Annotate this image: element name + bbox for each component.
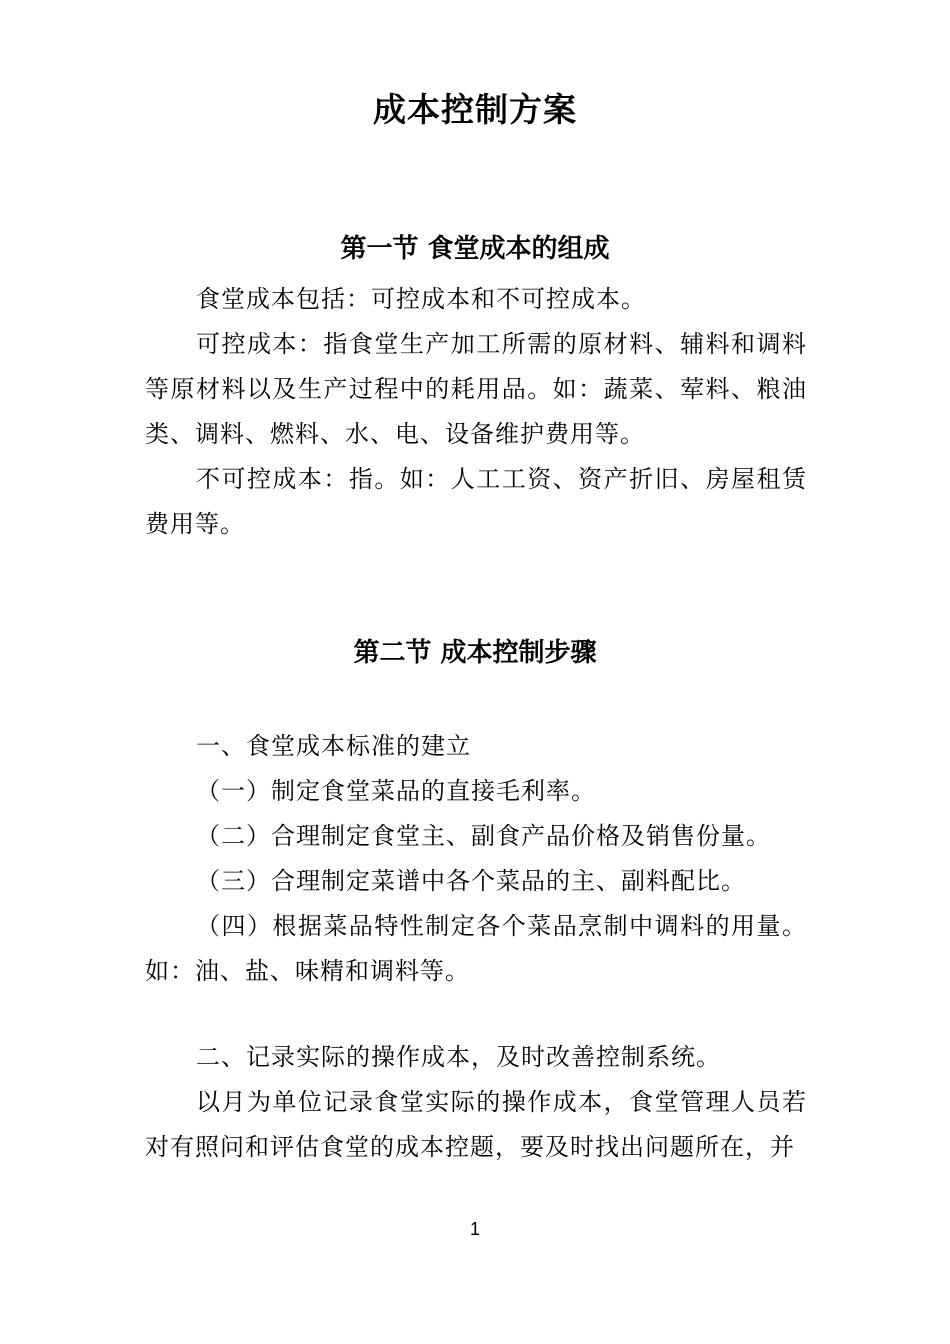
section-1-paragraph-1: 食堂成本包括：可控成本和不可控成本。 <box>196 285 646 313</box>
part-1-item-1: （一）制定食堂菜品的直接毛利率。 <box>196 777 596 805</box>
section-2-part-2 <box>145 1035 807 1170</box>
document-title: 成本控制方案 <box>373 90 577 129</box>
part-1-item-2: （二）合理制定食堂主、副食产品价格及销售份量。 <box>196 822 771 850</box>
part-2-paragraph: 以月为单位记录食堂实际的操作成本，食堂管理人员若对有照问和评估食堂的成本控题，要及时找出问题所在，并 <box>145 1088 807 1161</box>
page-number: 1 <box>469 1219 480 1239</box>
part-1-item-4: （四）根据菜品特性制定各个菜品烹制中调料的用量。如：油、盐、味精和调料等。 <box>145 912 807 985</box>
section-1-heading: 第一节 食堂成本的组成 <box>340 234 610 264</box>
section-1-paragraph-3: 不可控成本：指。如：人工工资、资产折旧、房屋租赁费用等。 <box>145 465 807 538</box>
part-2-title: 二、记录实际的操作成本，及时改善控制系统。 <box>196 1043 721 1071</box>
part-1-item-3: （三）合理制定菜谱中各个菜品的主、副料配比。 <box>196 867 746 895</box>
section-2-part-1 <box>145 724 807 994</box>
section-1-paragraph-2: 可控成本：指食堂生产加工所需的原材料、辅料和调料等原材料以及生产过程中的耗用品。如：蔬菜、荤料、粮油类、调料、燃料、水、电、设备维护费用等。 <box>145 330 807 448</box>
section-1-body <box>145 277 807 547</box>
part-1-title: 一、食堂成本标准的建立 <box>196 732 471 760</box>
section-2-heading: 第二节 成本控制步骤 <box>353 638 597 668</box>
